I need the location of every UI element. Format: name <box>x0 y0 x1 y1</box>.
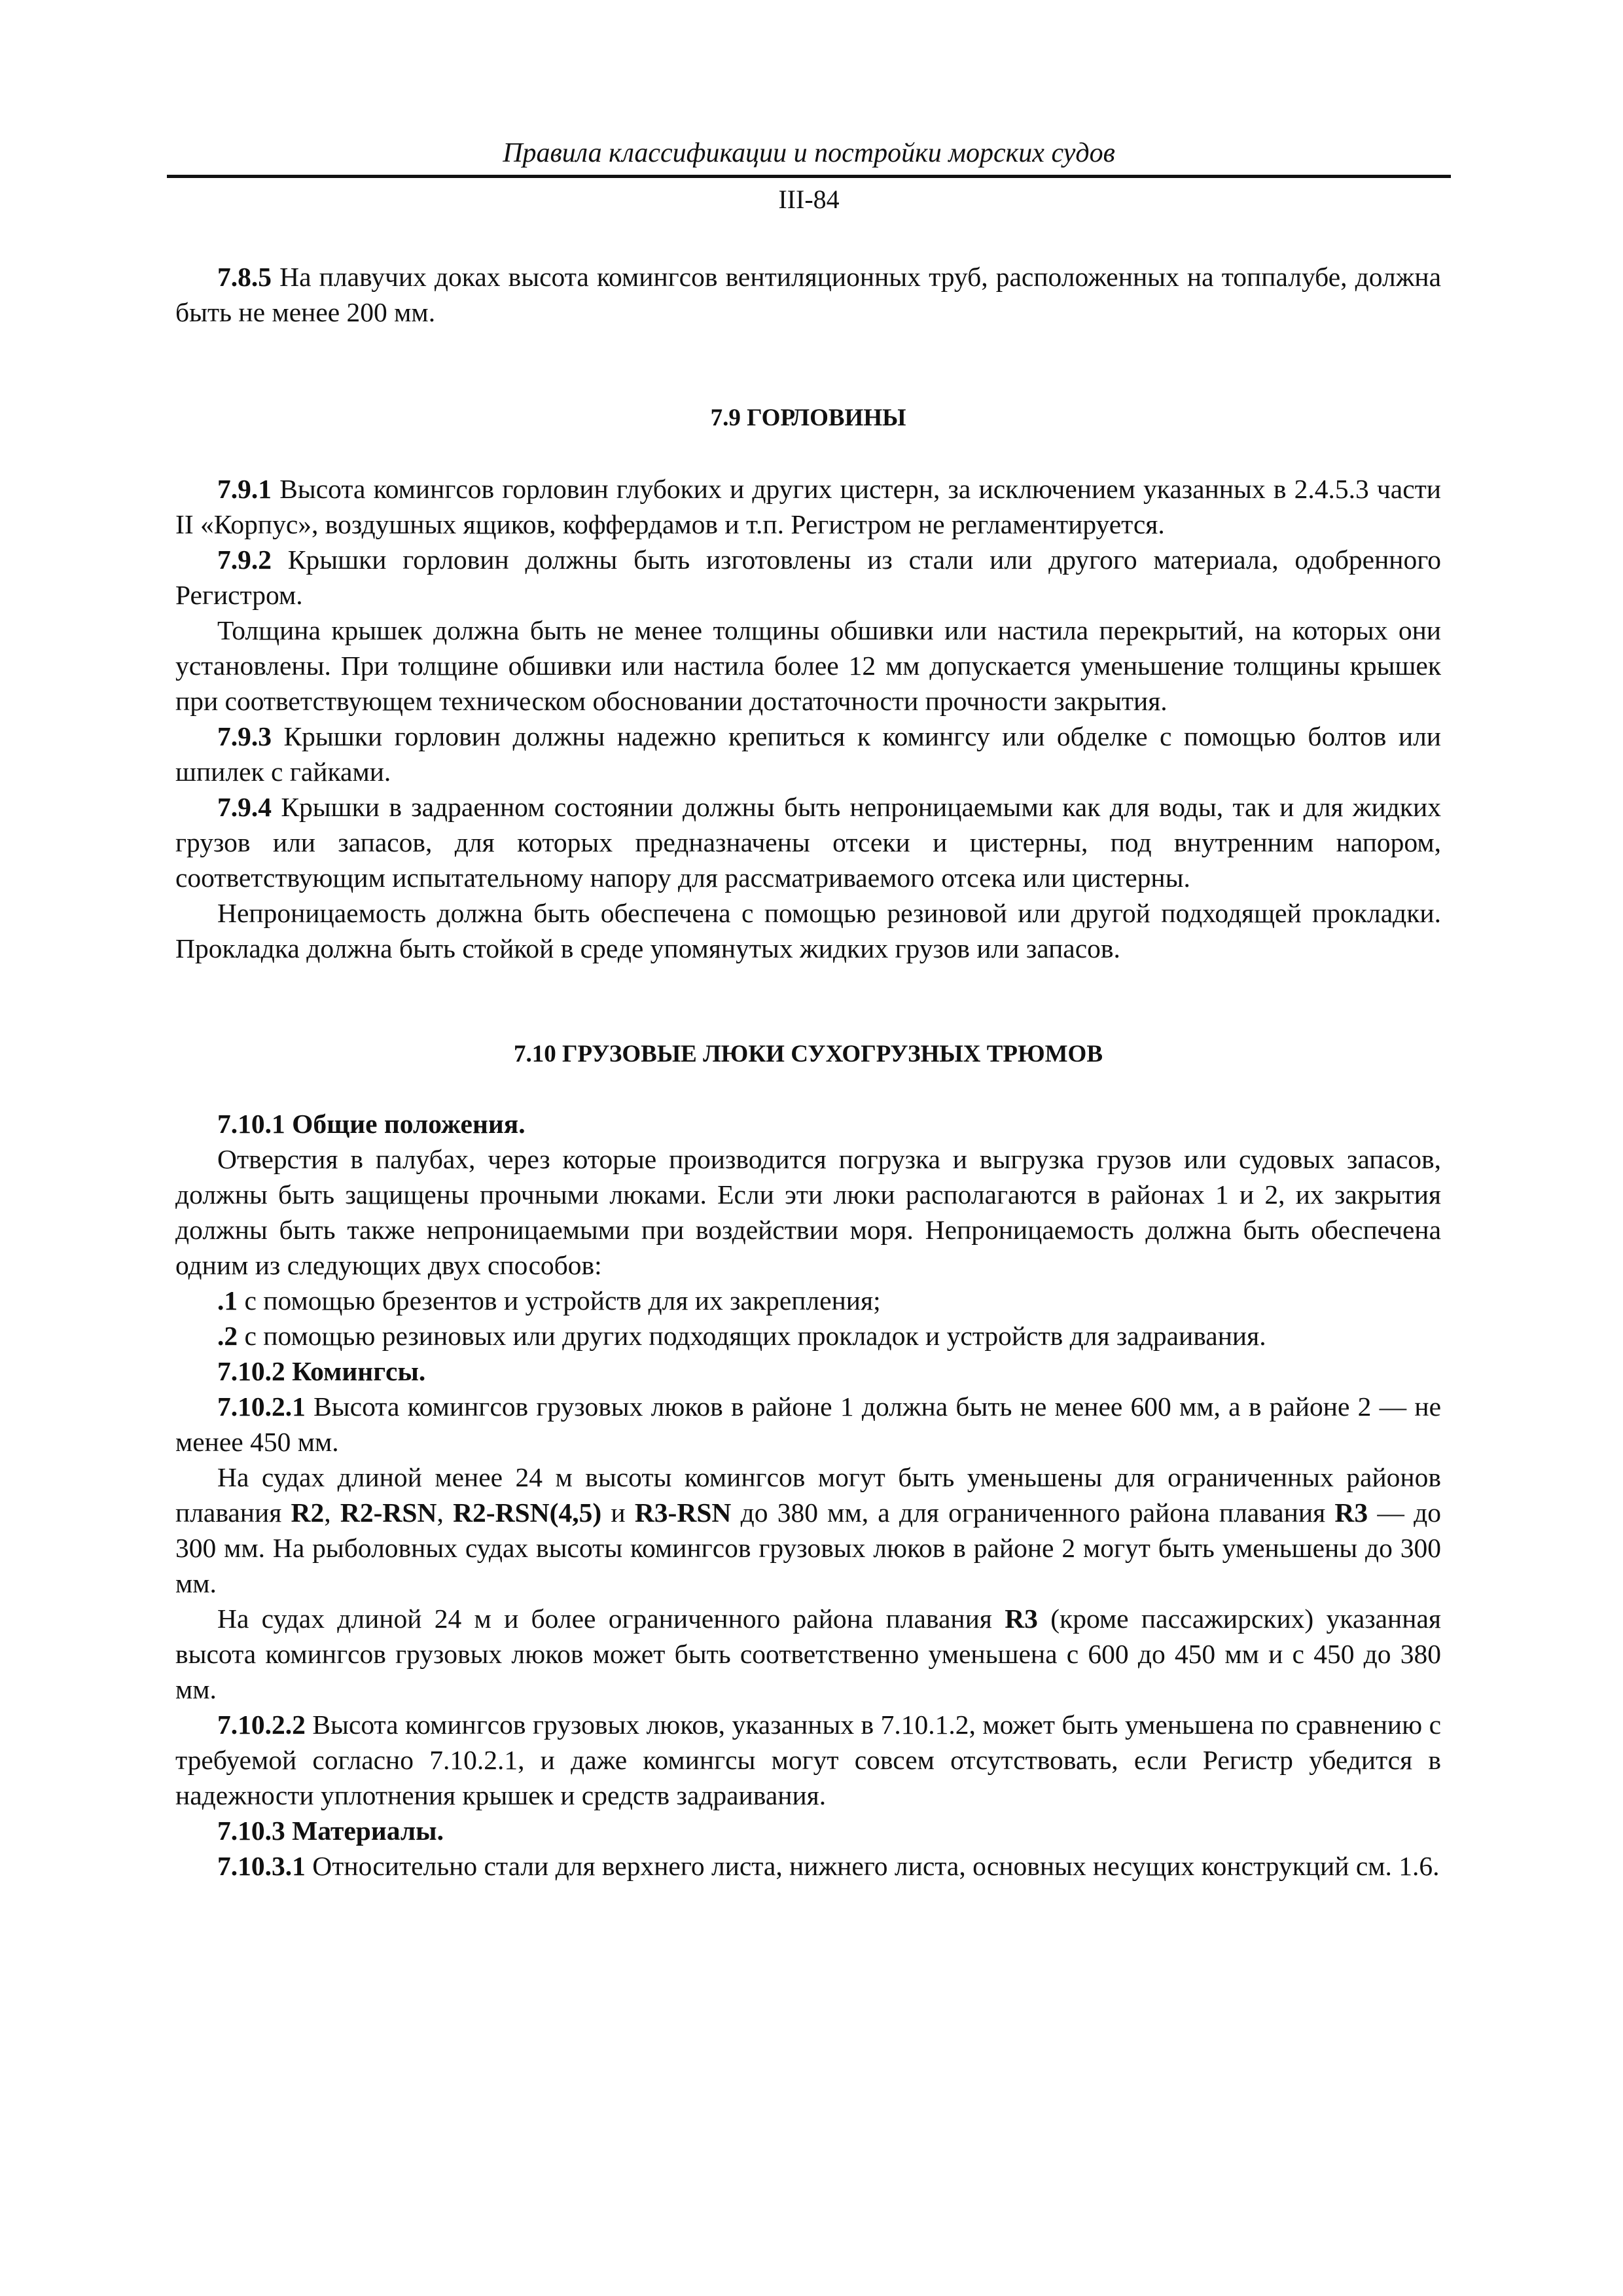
paragraph-text: Крышки горловин должны быть изготовлены из стали или другого материала, одобренного Регистром. <box>175 545 1441 610</box>
paragraph-text: — до 300 мм. На рыболовных судах высоты комингсов грузовых люков в районе 2 могут быть уменьшены до 300 мм. <box>175 1498 1441 1598</box>
list-item-number: .1 <box>217 1285 238 1316</box>
clause-number: 7.10.2.1 <box>217 1391 306 1422</box>
clause-number: 7.10.2.2 <box>217 1710 306 1740</box>
subheading-text: 7.10.3 Материалы. <box>217 1816 444 1846</box>
subheading-7-10-2 <box>175 1354 1441 1389</box>
paragraph-text: Относительно стали для верхнего листа, нижнего листа, основных несущих конструкций см. 1.6. <box>305 1851 1440 1881</box>
section-heading-7-10: 7.10 ГРУЗОВЫЕ ЛЮКИ СУХОГРУЗНЫХ ТРЮМОВ <box>513 1041 1103 1067</box>
subheading-text: 7.10.2 Комингсы. <box>217 1356 426 1386</box>
list-item-number: .2 <box>217 1321 238 1351</box>
separator: , <box>324 1498 340 1528</box>
section-heading-7-9: 7.9 ГОРЛОВИНЫ <box>710 404 906 431</box>
clause-number: 7.9.2 <box>217 545 272 575</box>
paragraph-small-ships <box>175 1460 1441 1601</box>
area-code: R3-RSN <box>634 1498 732 1528</box>
paragraph-text: На судах длиной менее 24 м высоты комингсов могут быть уменьшены для ограниченных районов плавания <box>175 1462 1441 1528</box>
page-number: III-84 <box>778 185 840 214</box>
list-item-1 <box>175 1283 1441 1318</box>
paragraph-text: Крышки горловин должны надежно крепиться к комингсу или обделке с помощью болтов или шпилек с гайками. <box>175 721 1441 787</box>
paragraph-text: На плавучих доках высота комингсов вентиляционных труб, расположенных на топпалубе, должна быть не менее 200 мм. <box>175 262 1441 327</box>
paragraph-deck-openings: Отверстия в палубах, через которые производится погрузка и выгрузка грузов или судовых запасов, должны быть защищены прочными люками. Если эти люки располагаются в районах 1 и 2, их закрытия должны быть также непроницаемыми при воздействии моря. Непроницаемость должна быть обеспечена одним из следующих двух способов: <box>175 1144 1441 1280</box>
clause-number: 7.10.3.1 <box>217 1851 306 1881</box>
clause-number: 7.9.4 <box>217 792 272 822</box>
paragraph-7-9-1 <box>175 471 1441 542</box>
subheading-text: 7.10.1 Общие положения. <box>217 1109 526 1139</box>
paragraph-tightness: Непроницаемость должна быть обеспечена с помощью резиновой или другой подходящей прокладки. Прокладка должна быть стойкой в среде упомянутых жидких грузов или запасов. <box>175 898 1441 963</box>
page-content <box>175 259 1441 1884</box>
separator: и <box>601 1498 635 1528</box>
area-code: R3 <box>1334 1498 1368 1528</box>
subheading-7-10-1 <box>175 1106 1441 1141</box>
paragraph-text: до 380 мм, а для ограниченного района плавания <box>731 1498 1335 1528</box>
running-header-title: Правила классификации и постройки морских судов <box>503 138 1115 168</box>
paragraph-7-8-5 <box>175 259 1441 330</box>
paragraph-text: Высота комингсов грузовых люков, указанных в 7.10.1.2, может быть уменьшена по сравнению с требуемой согласно 7.10.2.1, и даже комингсы могут совсем отсутствовать, если Регистр убедится в надежности уплотнения крышек и средств задраивания. <box>175 1710 1441 1810</box>
paragraph-text: На судах длиной 24 м и более ограниченного района плавания <box>217 1604 1005 1634</box>
paragraph-24m-ships <box>175 1601 1441 1707</box>
paragraph-7-9-4 <box>175 789 1441 895</box>
clause-number: 7.9.3 <box>217 721 272 751</box>
paragraph-7-10-2-1 <box>175 1389 1441 1460</box>
list-item-text: с помощью резиновых или других подходящих прокладок и устройств для задраивания. <box>238 1321 1266 1351</box>
paragraph-cover-thickness: Толщина крышек должна быть не менее толщины обшивки или настила перекрытий, на которых они установлены. При толщине обшивки или настила более 12 мм допускается уменьшение толщины крышек при соответствующем техническом обосновании достаточности прочности закрытия. <box>175 615 1441 716</box>
separator: , <box>437 1498 454 1528</box>
area-code: R3 <box>1005 1604 1038 1634</box>
header-rule <box>167 175 1451 178</box>
paragraph-text: (кроме пассажирских) указанная высота комингсов грузовых люков может быть соответственно уменьшена с 600 до 450 мм и с 450 до 380 мм. <box>175 1604 1441 1704</box>
clause-number: 7.9.1 <box>217 474 272 504</box>
area-code: R2-RSN <box>340 1498 437 1528</box>
area-code: R2-RSN(4,5) <box>453 1498 602 1528</box>
paragraph-text: Высота комингсов горловин глубоких и других цистерн, за исключением указанных в 2.4.5.3 части II «Корпус», воздушных ящиков, коффердамов и т.п. Регистром не регламентируется. <box>175 474 1441 539</box>
paragraph-7-9-2 <box>175 542 1441 613</box>
paragraph-7-10-3-1 <box>175 1848 1441 1884</box>
paragraph-7-10-2-2 <box>175 1707 1441 1813</box>
list-item-text: с помощью брезентов и устройств для их закрепления; <box>238 1285 881 1316</box>
area-code: R2 <box>291 1498 325 1528</box>
subheading-7-10-3 <box>175 1813 1441 1848</box>
paragraph-text: Крышки в задраенном состоянии должны быть непроницаемыми как для воды, так и для жидких грузов или запасов, для которых предназначены отсеки и цистерны, под внутренним напором, соответствующим испытательному напору для рассматриваемого отсека или цистерны. <box>175 792 1441 893</box>
list-item-2 <box>175 1318 1441 1354</box>
clause-number: 7.8.5 <box>217 262 272 292</box>
paragraph-7-9-3 <box>175 719 1441 789</box>
paragraph-text: Высота комингсов грузовых люков в районе 1 должна быть не менее 600 мм, а в районе 2 — не менее 450 мм. <box>175 1391 1441 1457</box>
